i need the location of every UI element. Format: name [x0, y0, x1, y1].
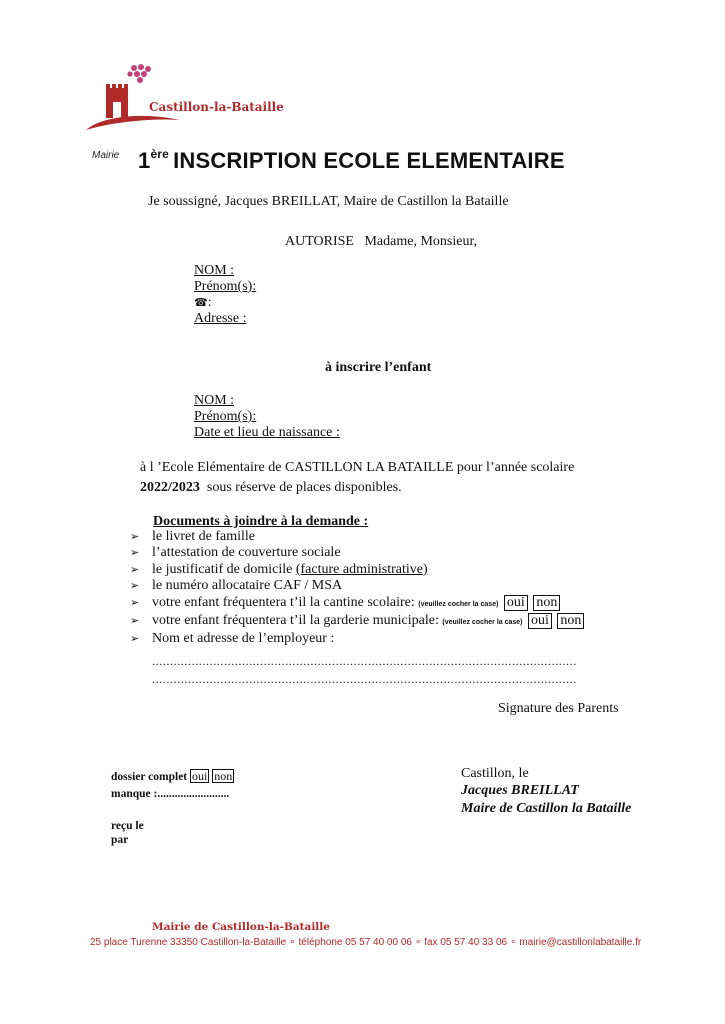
school-line-1: à l ’Ecole Elémentaire de CASTILLON LA BATAILLE pour l’année scolaire: [140, 460, 575, 475]
arrow-bullet-icon: ➢: [130, 562, 140, 576]
school-year: 2022/2023: [140, 480, 200, 495]
telephone-icon: ☎: [194, 296, 208, 309]
school-line-2: [140, 480, 402, 496]
dossier-oui-checkbox[interactable]: oui: [192, 769, 208, 783]
title-text: INSCRIPTION ECOLE ELEMENTAIRE: [173, 148, 565, 173]
child-nom-label: NOM :: [194, 393, 235, 408]
parent-phone-row: [194, 295, 256, 311]
arrow-bullet-icon: ➢: [130, 546, 140, 560]
cantine-oui-checkbox[interactable]: oui: [504, 595, 528, 611]
mayor-name: Jacques BREILLAT: [461, 783, 579, 798]
arrow-bullet-icon: ➢: [130, 614, 140, 628]
dossier-non-checkbox[interactable]: non: [214, 769, 233, 783]
list-item: ➢ votre enfant fréquentera t’il la cantine scolaire: (veuillez cocher la case) oui non: [130, 595, 584, 613]
arrow-bullet-icon: ➢: [130, 632, 140, 646]
footer-telephone: téléphone 05 57 40 00 06: [298, 937, 412, 948]
addressee-text: Madame, Monsieur,: [364, 234, 478, 249]
manque-label: manque :.........................: [111, 788, 230, 800]
garderie-oui-checkbox[interactable]: oui: [528, 613, 552, 629]
declaration-text: Je soussigné, Jacques BREILLAT, Maire de Castillon la Bataille: [148, 194, 509, 209]
footer-email: mairie@castillonlabataille.fr: [519, 937, 642, 948]
list-item: ➢ le numéro allocataire CAF / MSA: [130, 578, 343, 594]
school-reserve: sous réserve de places disponibles.: [206, 480, 402, 495]
phone-suffix: :: [207, 295, 212, 310]
parent-fields: [194, 263, 256, 327]
title-superscript: ère: [150, 146, 170, 161]
inscrire-label: à inscrire l’enfant: [325, 360, 432, 375]
employer-line-2[interactable]: ......................................................................................................................: [152, 672, 577, 686]
dossier-complet-row: [111, 769, 234, 783]
list-item: ➢ Nom et adresse de l’employeur :: [130, 631, 335, 647]
recu-label: reçu le: [111, 820, 144, 832]
brand-name: Castillon-la-Bataille: [149, 100, 284, 114]
autorise-text: AUTORISE: [285, 234, 354, 249]
autorise-line: [285, 234, 477, 250]
list-item: ➢ le livret de famille: [130, 529, 256, 544]
employer-line-1[interactable]: ......................................................................................................................: [152, 654, 577, 668]
dossier-label: dossier complet: [111, 771, 188, 783]
list-item: ➢ le justificatif de domicile (facture administrative): [130, 561, 428, 577]
domicile-note: (facture administrative): [295, 561, 428, 577]
title-number: 1: [138, 148, 151, 173]
footer-title: Mairie de Castillon-la-Bataille: [152, 921, 330, 933]
par-label: par: [111, 834, 129, 846]
mayor-title: Maire de Castillon la Bataille: [461, 801, 632, 816]
list-item: ➢ votre enfant fréquentera t’il la garderie municipale: (veuillez cocher la case) oui non: [130, 613, 584, 631]
documents-list: [130, 529, 584, 648]
list-item: ➢ l’attestation de couverture sociale: [130, 545, 341, 561]
arrow-bullet-icon: ➢: [130, 579, 140, 593]
documents-heading: Documents à joindre à la demande :: [153, 514, 369, 529]
cantine-non-checkbox[interactable]: non: [533, 595, 560, 611]
footer-contact: 25 place Turenne 33350 Castillon-la-Bataille ∘ téléphone 05 57 40 00 06 ∘ fax 05 57 40 33 06 ∘ mairie@castillonlabataille.fr: [90, 937, 642, 948]
cocher-note: (veuillez cocher la case): [418, 600, 499, 608]
arrow-bullet-icon: ➢: [130, 530, 140, 543]
footer-address: 25 place Turenne 33350 Castillon-la-Bataille: [90, 937, 287, 948]
page-title: [138, 148, 565, 174]
child-prenoms-label: Prénom(s):: [194, 409, 257, 424]
footer-fax: fax 05 57 40 33 06: [424, 937, 508, 948]
parent-adresse-label: Adresse :: [194, 311, 247, 326]
garderie-non-checkbox[interactable]: non: [557, 613, 584, 629]
signature-parents: Signature des Parents: [498, 701, 619, 716]
child-naissance-label: Date et lieu de naissance :: [194, 425, 340, 440]
parent-prenoms-label: Prénom(s):: [194, 279, 257, 294]
cocher-note: (veuillez cocher la case): [442, 619, 523, 627]
mairie-label: Mairie: [92, 150, 120, 161]
parent-nom-label: NOM :: [194, 263, 235, 278]
child-fields: [194, 393, 340, 441]
arrow-bullet-icon: ➢: [130, 595, 140, 609]
castillon-le-label: Castillon, le: [461, 766, 529, 781]
